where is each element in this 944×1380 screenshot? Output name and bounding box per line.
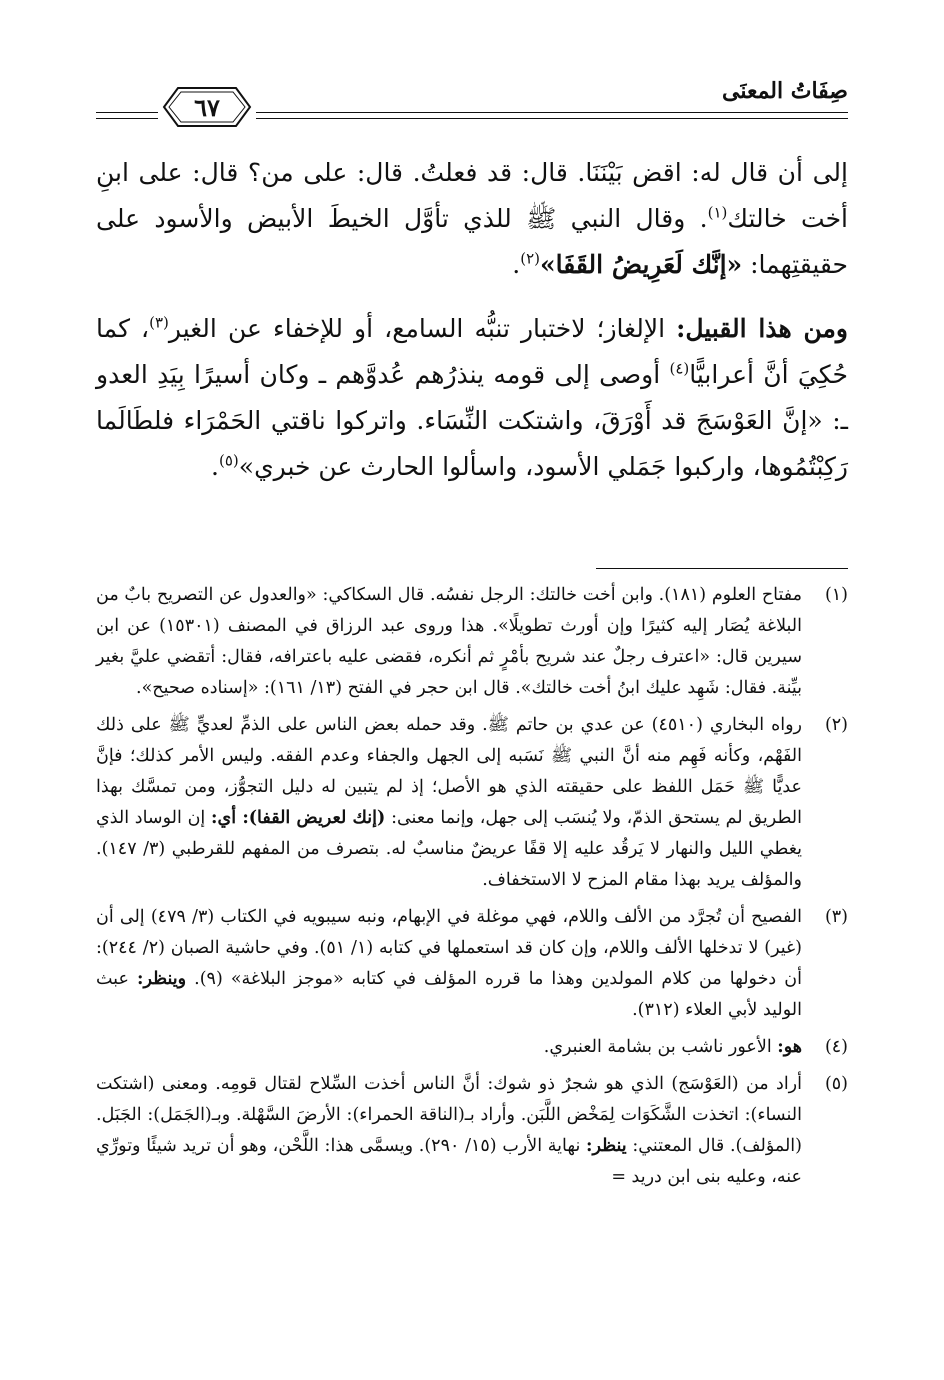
footnote-separator [596, 568, 848, 569]
footnote-ref-3: (٣) [149, 313, 169, 332]
footnote-4 [96, 1032, 848, 1063]
text-run: أراد من (العَوْسَج) الذي هو شجرٌ ذو شوك: أنَّ الناس أخذت السِّلاح لقتال قومِه. ومعنى (اشتكت النساء): اتخذت الشَّكَوَات لِمَخْض اللَّبَن. وأراد بـ(الناقة الحمراء): الأرضَ السَّهْلة. وبـ(الجَمَل): الجَبَل. (المؤلف). قال المعتني: [96, 1074, 802, 1156]
main-text [96, 150, 848, 508]
text-run: أوصى إلى قومه ينذرُهم عُدوَّهم ـ وكان أسيرًا بِيَدِ العدو ـ: «إنَّ العَوْسَجَ قد أَوْرَقَ، واشتكت النِّسَاء. واتركوا ناقتي الحَمْرَاء فلطَالَما رَكِبْتُمُوها، واركبوا جَمَلي الأسود، واسألوا الحارث عن خبري» [96, 360, 848, 481]
bold-phrase: ينظر: [586, 1136, 627, 1156]
footnote-text [96, 1069, 802, 1193]
text-run: ، كما حُكِيَ أنَّ أعرابيًّا [96, 314, 848, 389]
paragraph-2 [96, 306, 848, 490]
footnote-number: (٢) [824, 715, 848, 735]
page-header [96, 76, 848, 132]
text-run: . [211, 452, 219, 481]
hadith-quote: «إنَّك لَعَرِيضُ القَفَا» [540, 250, 743, 279]
text-run: . [512, 250, 521, 279]
bold-phrase: (إنك لعريض القفا): أي: [211, 808, 386, 828]
footnote-ref-5: (٥) [219, 451, 239, 470]
footnote-number: (٣) [824, 907, 848, 927]
page-number-badge [158, 82, 256, 132]
footnote-number: (١) [824, 585, 848, 605]
text-run: الإلغاز؛ لاختبار تنبُّه السامع، أو للإخفاء عن الغير [168, 314, 677, 343]
footnotes [96, 580, 848, 1199]
text-run: الفصيح أن تُجرَّد من الألف واللام، فهي موغلة في الإبهام، ونبه سيبويه في الكتاب (٣/ ٤٧٩) إلى أن (غير) لا تدخلها الألف واللام، وإن كان قد استعملها في كتابه (١/ ٥١). وفي حاشية الصبان (٢/ ٢٤٤): أن دخولها من كلام المولدين وهذا ما قرره المؤلف في كتابه «موجز البلاغة» (٩). [96, 907, 803, 989]
running-title: صِفَاتُ المعنَى [721, 78, 848, 104]
text-run: إن الوساد الذي يغطي الليل والنهار لا يَرقُد عليه إلا قفًا عريضٌ مناسبٌ له. بتصرف من المفهم للقرطبي (٣/ ١٤٧). والمؤلف يريد بهذا مقام المزح لا الاستخفاف. [96, 808, 803, 890]
section-lead: ومن هذا القبيل: [676, 314, 848, 343]
footnote-3 [96, 902, 848, 1026]
paragraph-1 [96, 150, 848, 288]
footnote-ref-4: (٤) [669, 359, 690, 378]
bold-phrase: وينظر: [136, 969, 187, 989]
text-run: . وقال النبي ﷺ للذي تأوَّل الخيطَ الأبيض والأسود على حقيقتِهما: [96, 204, 848, 279]
text-run: نهاية الأرب (١٥/ ٢٩٠). ويسمَّى هذا: اللَّحْن، وهو أن تريد شيئًا وتورِّي عنه، وعليه بنى ابن دريد = [96, 1136, 802, 1187]
footnote-number: (٤) [824, 1037, 848, 1057]
footnote-number: (٥) [824, 1074, 848, 1094]
bold-phrase: هو: [777, 1037, 802, 1057]
page-number: ٦٧ [194, 92, 220, 122]
text-run: رواه البخاري (٤٥١٠) عن عدي بن حاتم ﷺ. وقد حمله بعض الناس على الذمِّ لعديٍّ ﷺ على ذلك الفَهْم، وكأنه فَهِم منه أنَّ النبي ﷺ نَسَبه إلى الجهل والجفاء وعدم الفقه. وليس الأمر كذلك؛ فإنَّ عديًّا ﷺ حَمَل اللفظ على حقيقته الذي هو الأصل؛ إذ لم يتبين له دليل التجوُّز، ومن تمسَّك بهذا الطريق لم يستحق الذمّ، ولا يُنسَب إلى جهل، وإنما معنى: [96, 715, 802, 828]
text-run: عبث الوليد لأبي العلاء (٣١٢). [96, 969, 802, 1020]
footnote-2 [96, 710, 848, 896]
footnote-text: مفتاح العلوم (١٨١). وابن أخت خالتك: الرجل نفسُه. قال السكاكي: «والعدول عن التصريح بابٌ من البلاغة يُصَار إليه كثيرًا وإن أورث تطويلًا». هذا وروى عبد الرزاق في المصنف (١٥٣٠١) عن ابن سيرين قال: «اعترف رجلٌ عند شريح بأمْرٍ ثم أنكره، فقضى عليه باعترافه، فقال: أتقضي عليَّ بغير بيِّنة. فقال: شَهِد عليك ابنُ أخت خالتك». قال ابن حجر في الفتح (١٣/ ١٦١): «إسناده صحيح». [96, 585, 802, 698]
footnote-text [96, 1032, 802, 1063]
footnote-ref-1: (١) [707, 203, 728, 222]
footnote-ref-2: (٢) [520, 249, 541, 268]
footnote-1 [96, 580, 848, 704]
footnote-5 [96, 1069, 848, 1193]
text-run: إلى أن قال له: اقض بَيْنَنَا. قال: قد فعلتُ. قال: على من؟ قال: على ابنِ أخت خالتك [96, 158, 849, 233]
footnote-text [96, 902, 802, 1026]
text-run: الأعور ناشب بن بشامة العنبري. [543, 1037, 778, 1057]
footnote-text [96, 710, 802, 896]
